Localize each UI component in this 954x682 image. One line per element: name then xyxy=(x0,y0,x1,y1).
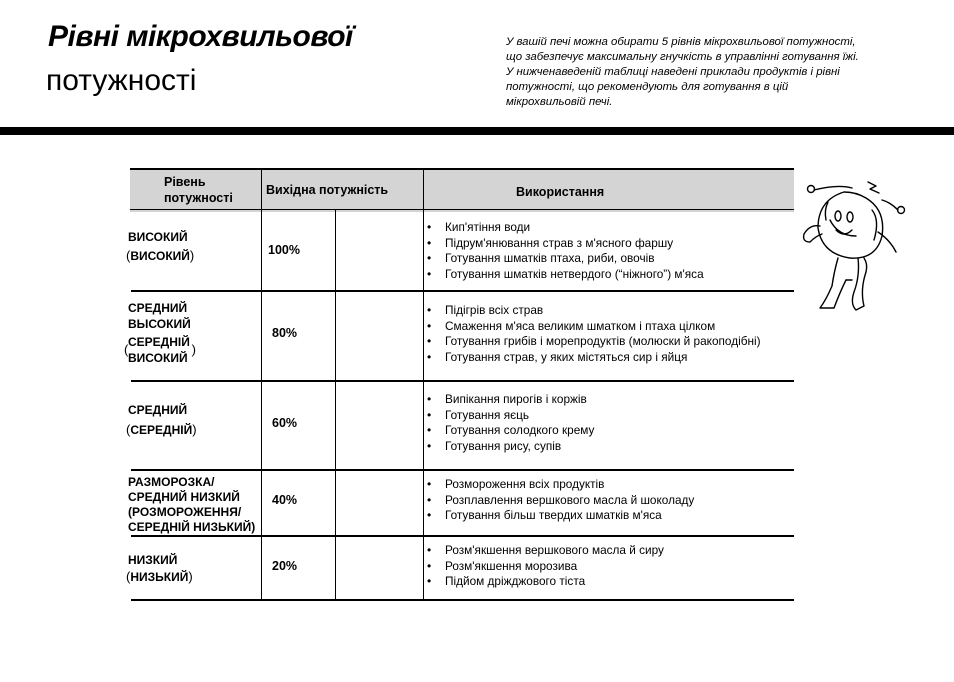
level-label: ВИСОКИЙ xyxy=(128,230,188,244)
level-label: СРЕДНИЙ xyxy=(128,301,188,315)
table-bottom-border xyxy=(131,599,794,601)
level-label-alt: (НИЗЬКИЙ) xyxy=(126,569,193,584)
usage-item: • Готування більш твердих шматків м'яса xyxy=(426,508,694,524)
usage-item: • Готування грибів і морепродуктів (молюски й ракоподібні) xyxy=(426,334,761,350)
header-level xyxy=(164,174,233,206)
page-title-line1: Рівні мікрохвильової xyxy=(48,20,353,53)
column-divider xyxy=(335,210,336,600)
level-label: СРЕДНИЙ НИЗКИЙ xyxy=(128,490,240,504)
row-divider xyxy=(131,535,794,537)
usage-list xyxy=(426,392,594,454)
microwave-character-icon xyxy=(798,180,918,315)
header-level-line: Рівень xyxy=(164,175,206,189)
usage-item: • Підрум'янювання страв з м'ясного фаршу xyxy=(426,236,704,252)
usage-item: • Розплавлення вершкового масла й шоколаду xyxy=(426,493,694,509)
output-percent: 80% xyxy=(272,326,298,340)
usage-list xyxy=(426,543,664,590)
usage-list xyxy=(426,220,704,282)
intro-line: потужності, що рекомендують для готування в цій xyxy=(506,81,789,93)
usage-item: • Розм'якшення вершкового масла й сиру xyxy=(426,543,664,559)
level-cell xyxy=(128,229,194,264)
level-label: НИЗКИЙ xyxy=(128,553,178,567)
level-label: СРЕДНИЙ xyxy=(128,403,188,417)
usage-item: • Розм'якшення морозива xyxy=(426,559,664,575)
usage-item: • Готування солодкого крему xyxy=(426,423,594,439)
usage-item: • Готування шматків нетвердого (“ніжного”) м'яса xyxy=(426,267,704,283)
intro-line: що забезпечує максимальну гнучкість в управлінні готування їжі. xyxy=(506,51,859,63)
intro-line: мікрохвильовій печі. xyxy=(506,96,613,108)
output-percent: 100% xyxy=(268,243,300,257)
level-label: РАЗМОРОЗКА/ xyxy=(128,475,215,489)
usage-item: • Підігрів всіх страв xyxy=(426,303,761,319)
level-label-alt: ( СЕРЕДНІЙ ВИСОКИЙ) xyxy=(124,335,196,365)
usage-item: • Смаження м'яса великим шматком і птаха цілком xyxy=(426,319,761,335)
usage-list xyxy=(426,303,761,365)
usage-list xyxy=(426,477,694,524)
level-cell xyxy=(124,300,196,366)
level-label-alt: (СЕРЕДНІЙ) xyxy=(126,422,197,437)
level-cell xyxy=(128,552,193,585)
level-cell xyxy=(128,402,197,438)
header-level-line: потужності xyxy=(164,191,233,205)
header-output: Вихідна потужність xyxy=(266,183,389,197)
table-header xyxy=(130,168,794,212)
usage-item: • Готування шматків птаха, риби, овочів xyxy=(426,251,704,267)
header-bottom-border xyxy=(130,209,794,210)
output-percent: 20% xyxy=(272,559,298,573)
usage-item: • Випікання пирогів і коржів xyxy=(426,392,594,408)
usage-item: • Готування рису, супів xyxy=(426,439,594,455)
level-label: СЕРЕДНІЙ НИЗЬКИЙ) xyxy=(128,520,256,534)
output-percent: 40% xyxy=(272,493,298,507)
usage-item: • Готування яєць xyxy=(426,408,594,424)
level-label-alt: (ВИСОКИЙ) xyxy=(126,248,195,263)
header-usage: Використання xyxy=(516,185,605,199)
level-label: (РОЗМОРОЖЕННЯ/ xyxy=(128,505,242,519)
intro-text xyxy=(506,35,926,110)
usage-item: • Готування страв, у яких містяться сир і яйця xyxy=(426,350,761,366)
intro-line: У нижченаведеній таблиці наведені приклади продуктів і рівні xyxy=(506,66,840,78)
page-title-line2: потужності xyxy=(46,64,197,97)
usage-item: • Кип'ятіння води xyxy=(426,220,704,236)
usage-item: • Підйом дріжджового тіста xyxy=(426,574,664,590)
output-percent: 60% xyxy=(272,416,298,430)
header-divider xyxy=(0,127,954,135)
level-label: ВЫСОКИЙ xyxy=(128,317,191,331)
row-divider xyxy=(131,290,794,292)
row-divider xyxy=(131,380,794,382)
row-divider xyxy=(131,469,794,471)
intro-line: У вашій печі можна обирати 5 рівнів мікрохвильової потужності, xyxy=(506,36,856,48)
usage-item: • Розмороження всіх продуктів xyxy=(426,477,694,493)
level-cell xyxy=(128,475,255,535)
